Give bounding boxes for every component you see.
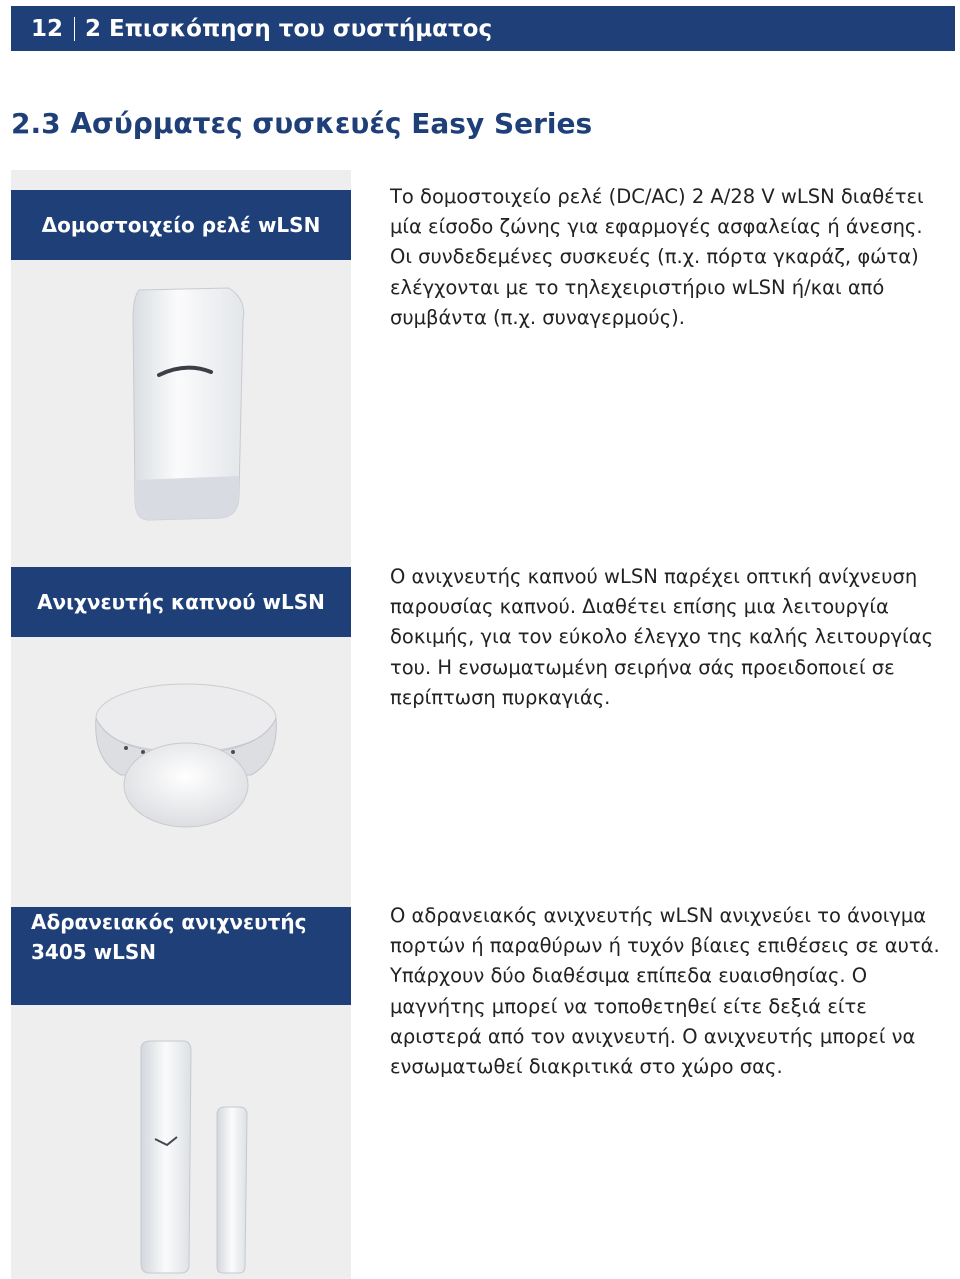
relay-module-illustration [111, 280, 261, 530]
relay-module-description: Το δομοστοιχείο ρελέ (DC/AC) 2 A/28 V wLSN διαθέτει μία είσοδο ζώνης για εφαρμογές ασφαλείας ή άνεσης. Οι συνδεδεμένες συσκευές (π.χ. πόρτα γκαράζ, φώτα) ελέγχονται με το τηλεχειριστήριο wLSN ή/και από συμβάντα (π.χ. συναγερμούς). [390, 185, 924, 329]
inertia-detector-illustration [131, 1035, 261, 1275]
inertia-detector-label [11, 907, 351, 1005]
section-title: 2.3 Ασύρματες συσκευές Easy Series [11, 107, 593, 140]
chapter-title: 2 Επισκόπηση του συστήματος [85, 15, 493, 42]
inertia-detector-description: Ο αδρανειακός ανιχνευτής wLSN ανιχνεύει το άνοιγμα πορτών ή παραθύρων ή τυχόν βίαιες επιθέσεις σε αυτά. Υπάρχουν δύο διαθέσιμα επίπεδα ευαισθησίας. Ο μαγνήτης μπορεί να τοποθετηθεί είτε δεξιά είτε αριστερά από τον ανιχνευτή. Ο ανιχνευτής μπορεί να ενσωματωθεί διακριτικά στο χώρο σας. [390, 904, 940, 1079]
relay-module-panel [11, 170, 351, 530]
page-number: 12 [31, 15, 64, 42]
inertia-detector-panel [11, 870, 351, 1279]
smoke-detector-illustration [81, 670, 291, 840]
page-header [11, 6, 955, 51]
smoke-detector-panel [11, 530, 351, 870]
inertia-detector-label-line2: 3405 wLSN [31, 940, 156, 964]
inertia-detector-label-line1: Αδρανειακός ανιχνευτής [31, 910, 307, 934]
smoke-detector-label: Ανιχνευτής καπνού wLSN [11, 567, 351, 637]
relay-module-label: Δομοστοιχείο ρελέ wLSN [11, 190, 351, 260]
header-divider [74, 17, 75, 41]
smoke-detector-description: Ο ανιχνευτής καπνού wLSN παρέχει οπτική ανίχνευση παρουσίας καπνού. Διαθέτει επίσης μια λειτουργία δοκιμής, για τον εύκολο έλεγχο της καλής λειτουργίας του. Η ενσωματωμένη σειρήνα σάς προειδοποιεί σε περίπτωση πυρκαγιάς. [390, 565, 934, 709]
